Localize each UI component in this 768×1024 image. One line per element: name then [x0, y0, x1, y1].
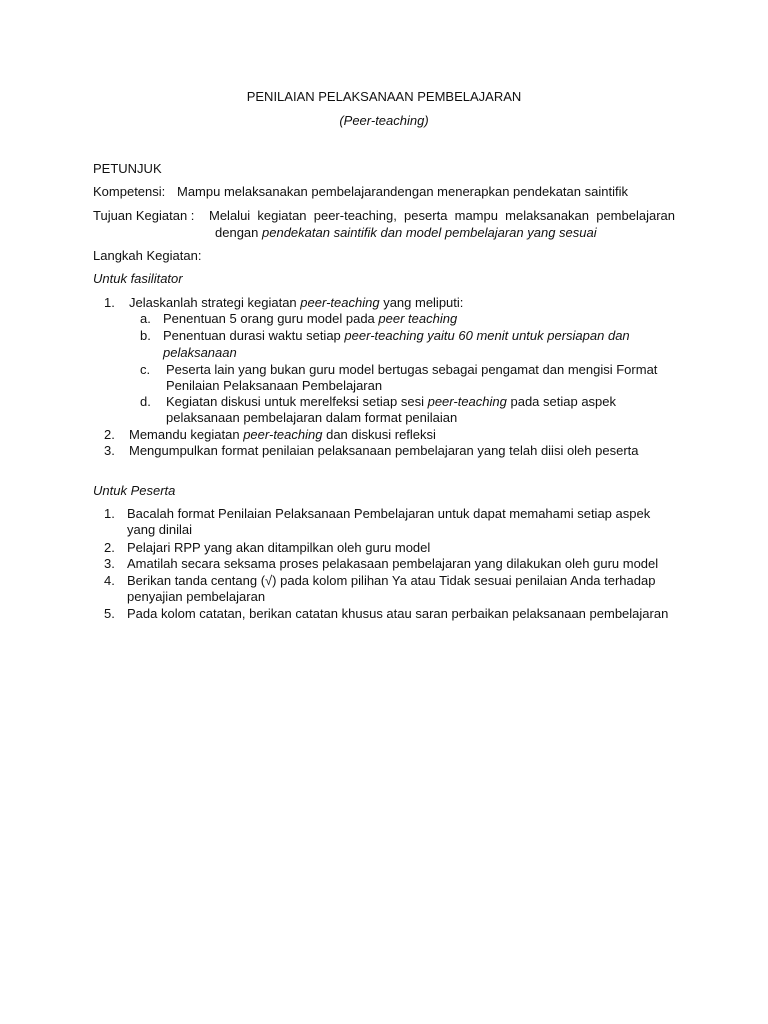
- fasilitator-item-1-text: [129, 294, 463, 311]
- subitem-c-line2: Penilaian Pelaksanaan Pembelajaran: [166, 378, 383, 393]
- subitem-d-line2: pelaksanaan pembelajaran dalam format penilaian: [166, 410, 458, 425]
- subitem-a-pre: Penentuan 5 orang guru model pada: [163, 311, 375, 326]
- subitem-b-text: [163, 327, 630, 344]
- fasilitator-item-1-pre: Jelaskanlah strategi kegiatan: [129, 295, 297, 310]
- subitem-a-letter: a.: [140, 311, 151, 326]
- document-subtitle: (Peer-teaching): [339, 113, 429, 128]
- langkah-heading: Langkah Kegiatan:: [93, 248, 202, 263]
- subitem-d-text: [166, 393, 616, 410]
- tujuan-label: Tujuan Kegiatan :: [93, 208, 195, 223]
- peserta-item-3-number: 3.: [104, 556, 115, 571]
- subitem-b-line2: pelaksanaan: [163, 345, 237, 360]
- peserta-item-3-line1: Amatilah secara seksama proses pelakasaan pembelajaran yang dilakukan oleh guru model: [127, 556, 659, 571]
- subitem-a-text: [163, 310, 457, 327]
- fasilitator-item-3-text: Mengumpulkan format penilaian pelaksanaan pembelajaran yang telah diisi oleh peserta: [129, 443, 639, 458]
- fasilitator-heading: Untuk fasilitator: [93, 271, 183, 286]
- subitem-a-italic: peer teaching: [378, 311, 458, 326]
- fasilitator-item-2-text: [129, 426, 436, 443]
- fasilitator-item-2-number: 2.: [104, 427, 115, 442]
- subitem-d-post: pada setiap aspek: [510, 394, 617, 409]
- subitem-b-letter: b.: [140, 328, 151, 343]
- fasilitator-item-1-post: yang meliputi:: [383, 295, 464, 310]
- peserta-item-2-number: 2.: [104, 540, 115, 555]
- tujuan-line2: [215, 224, 597, 241]
- subitem-b-pre: Penentuan durasi waktu setiap: [163, 328, 341, 343]
- document-title: PENILAIAN PELAKSANAAN PEMBELAJARAN: [246, 89, 522, 104]
- fasilitator-item-2-pre: Memandu kegiatan: [129, 427, 240, 442]
- peserta-item-1-number: 1.: [104, 506, 115, 521]
- peserta-item-1-line2: yang dinilai: [127, 522, 193, 537]
- tujuan-line1: Melalui kegiatan peer-teaching, peserta mampu melaksanakan pembelajaran: [209, 208, 675, 223]
- subitem-c-line1: Peserta lain yang bukan guru model bertugas sebagai pengamat dan mengisi Format: [166, 362, 658, 377]
- subitem-b-italic: peer-teaching yaitu 60 menit untuk persiapan dan: [344, 328, 630, 343]
- tujuan-line2-plain: dengan: [215, 225, 259, 240]
- subitem-d-italic: peer-teaching: [427, 394, 507, 409]
- kompetensi-text: Mampu melaksanakan pembelajarandengan menerapkan pendekatan saintifik: [177, 184, 628, 199]
- peserta-item-4-line2: penyajian pembelajaran: [127, 589, 266, 604]
- subitem-c-letter: c.: [140, 362, 151, 377]
- tujuan-line2-italic: pendekatan saintifik dan model pembelajaran yang sesuai: [262, 225, 597, 240]
- fasilitator-item-1-number: 1.: [104, 295, 115, 310]
- peserta-heading: Untuk Peserta: [93, 483, 176, 498]
- peserta-item-4-line1: Berikan tanda centang (√) pada kolom pilihan Ya atau Tidak sesuai penilaian Anda terhadap: [127, 573, 656, 588]
- subitem-d-pre: Kegiatan diskusi untuk merelfeksi setiap sesi: [166, 394, 424, 409]
- petunjuk-heading: PETUNJUK: [93, 161, 162, 176]
- peserta-item-5-number: 5.: [104, 606, 115, 621]
- fasilitator-item-1-italic: peer-teaching: [300, 295, 380, 310]
- subitem-d-letter: d.: [140, 394, 151, 409]
- peserta-item-5-line1: Pada kolom catatan, berikan catatan khusus atau saran perbaikan pelaksanaan pembelajaran: [127, 606, 669, 621]
- peserta-item-1-line1: Bacalah format Penilaian Pelaksanaan Pembelajaran untuk dapat memahami setiap aspek: [127, 506, 651, 521]
- fasilitator-item-2-italic: peer-teaching: [243, 427, 323, 442]
- fasilitator-item-3-number: 3.: [104, 443, 115, 458]
- peserta-item-2-line1: Pelajari RPP yang akan ditampilkan oleh guru model: [127, 540, 431, 555]
- peserta-item-4-number: 4.: [104, 573, 115, 588]
- fasilitator-item-2-post: dan diskusi refleksi: [326, 427, 436, 442]
- kompetensi-label: Kompetensi:: [93, 184, 166, 199]
